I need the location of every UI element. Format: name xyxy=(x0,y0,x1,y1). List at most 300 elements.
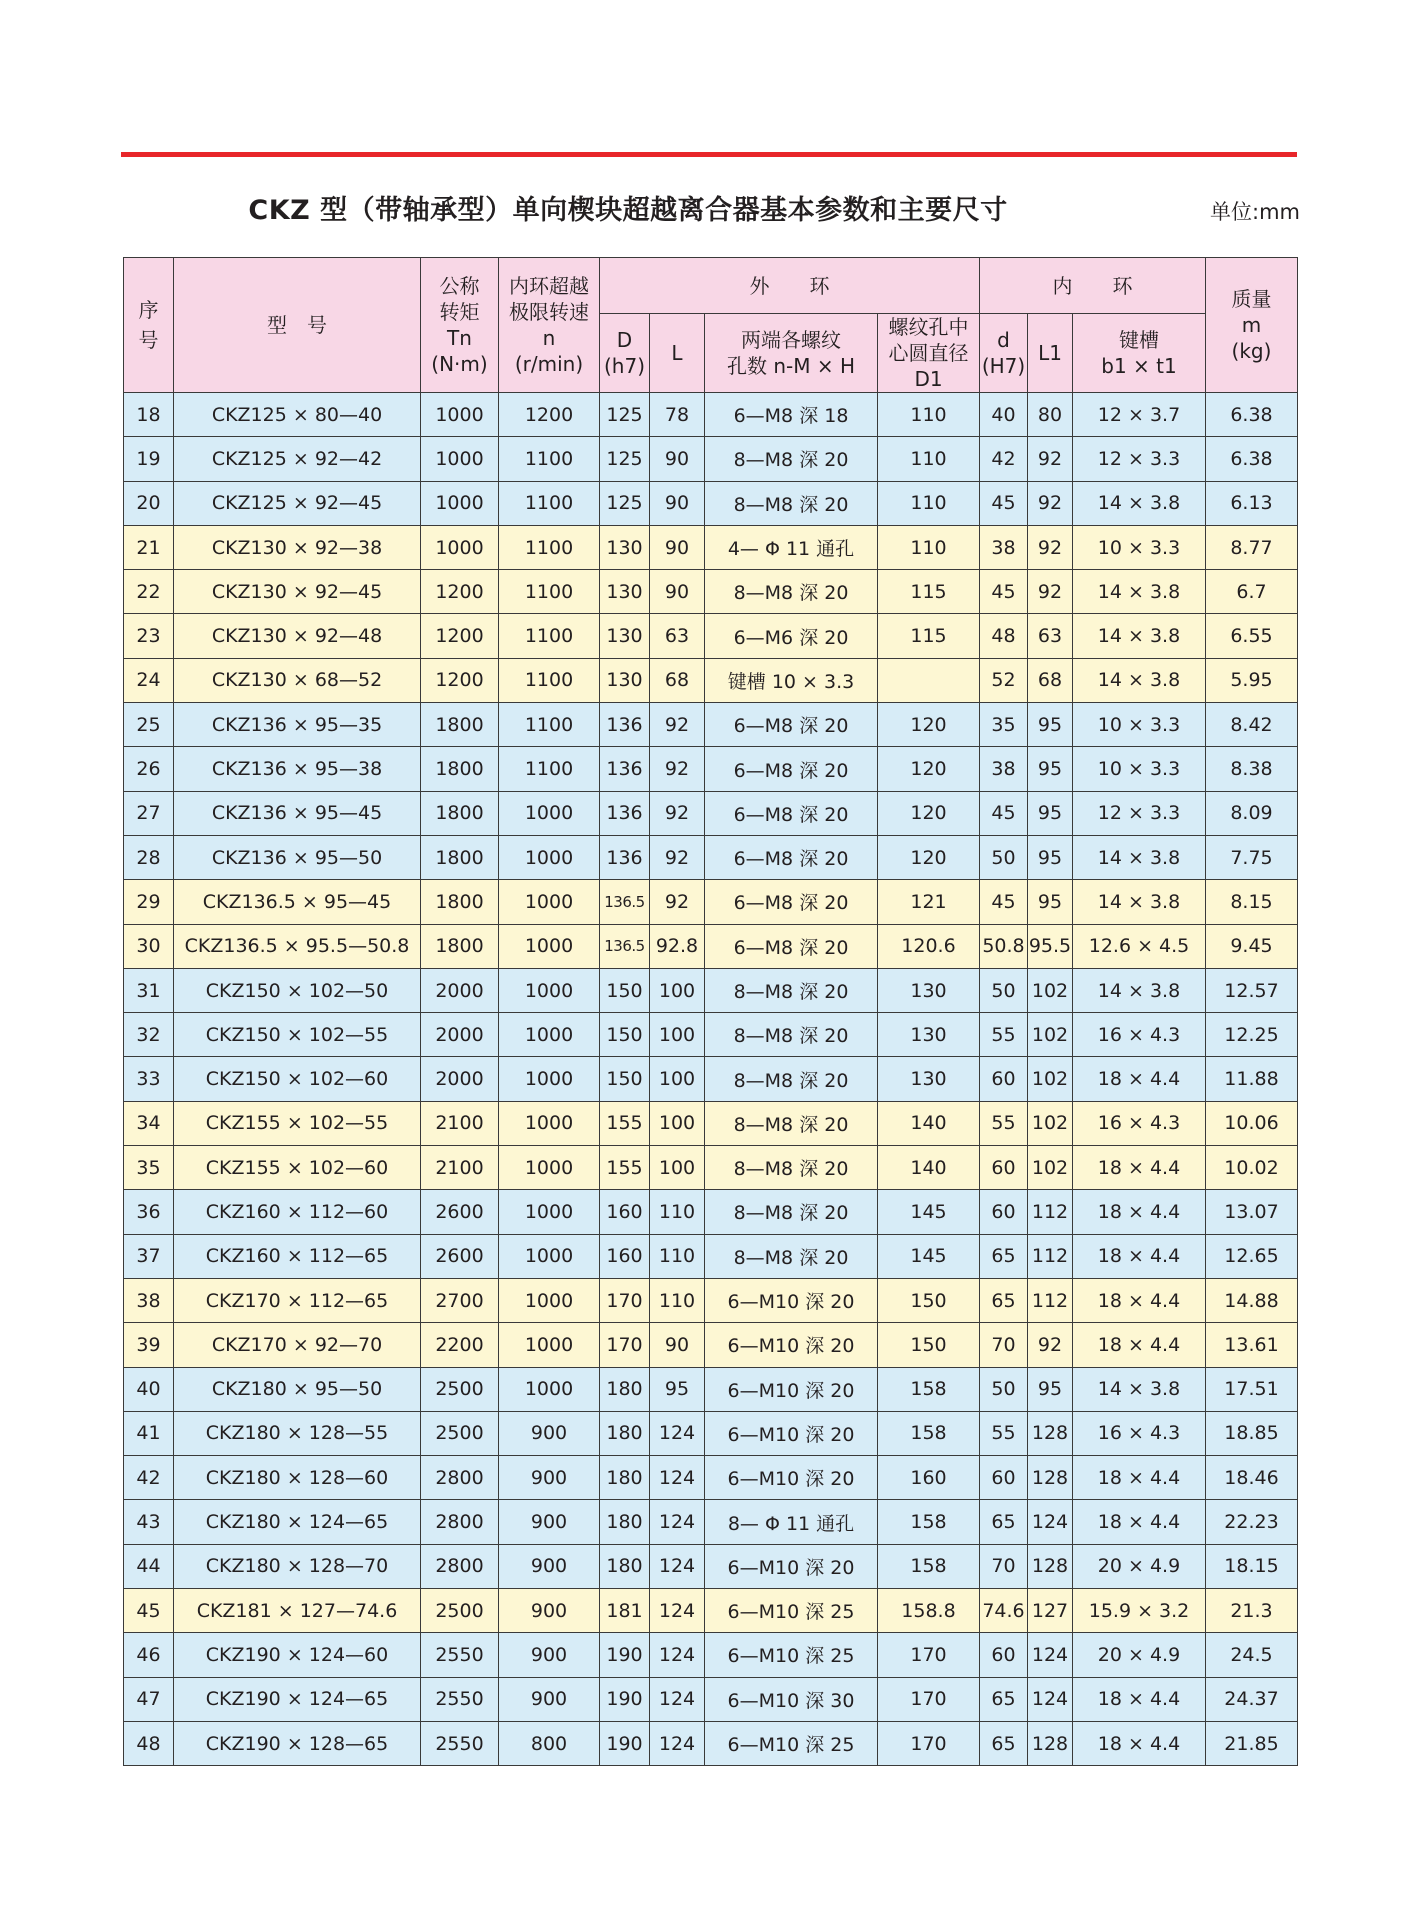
cell-seq: 19 xyxy=(124,437,174,481)
cell-outer-D1: 130 xyxy=(878,1057,980,1101)
cell-outer-D: 190 xyxy=(600,1633,650,1677)
cell-outer-D: 125 xyxy=(600,481,650,525)
cell-inner-keyway: 14 × 3.8 xyxy=(1073,1367,1206,1411)
cell-inner-L1: 112 xyxy=(1028,1190,1073,1234)
cell-mass: 7.75 xyxy=(1206,835,1298,879)
cell-inner-keyway: 14 × 3.8 xyxy=(1073,570,1206,614)
cell-outer-D1: 110 xyxy=(878,481,980,525)
cell-mass: 6.55 xyxy=(1206,614,1298,658)
cell-outer-D1: 158 xyxy=(878,1500,980,1544)
cell-outer-threads: 6—M8 深 20 xyxy=(705,835,878,879)
cell-outer-D: 180 xyxy=(600,1367,650,1411)
cell-torque: 2550 xyxy=(421,1633,499,1677)
cell-seq: 42 xyxy=(124,1456,174,1500)
cell-outer-D: 155 xyxy=(600,1146,650,1190)
cell-torque: 2000 xyxy=(421,968,499,1012)
cell-mass: 24.5 xyxy=(1206,1633,1298,1677)
cell-outer-D: 170 xyxy=(600,1278,650,1322)
header-model: 型 号 xyxy=(174,258,421,393)
cell-torque: 2500 xyxy=(421,1589,499,1633)
cell-seq: 27 xyxy=(124,791,174,835)
cell-model: CKZ125 × 92—42 xyxy=(174,437,421,481)
cell-inner-d: 65 xyxy=(980,1500,1028,1544)
cell-inner-d: 48 xyxy=(980,614,1028,658)
cell-inner-d: 45 xyxy=(980,570,1028,614)
cell-seq: 21 xyxy=(124,525,174,569)
cell-inner-L1: 124 xyxy=(1028,1677,1073,1721)
table-row xyxy=(124,1323,1298,1367)
cell-outer-D: 180 xyxy=(600,1500,650,1544)
cell-inner-L1: 112 xyxy=(1028,1278,1073,1322)
cell-mass: 21.3 xyxy=(1206,1589,1298,1633)
cell-outer-threads: 6—M10 深 20 xyxy=(705,1323,878,1367)
cell-torque: 1800 xyxy=(421,791,499,835)
cell-outer-D: 190 xyxy=(600,1677,650,1721)
cell-outer-L: 110 xyxy=(650,1278,705,1322)
cell-model: CKZ190 × 124—60 xyxy=(174,1633,421,1677)
cell-outer-L: 92 xyxy=(650,880,705,924)
cell-inner-d: 60 xyxy=(980,1146,1028,1190)
cell-outer-D: 125 xyxy=(600,393,650,437)
cell-model: CKZ190 × 124—65 xyxy=(174,1677,421,1721)
table-row xyxy=(124,791,1298,835)
cell-outer-D: 136 xyxy=(600,835,650,879)
cell-torque: 2550 xyxy=(421,1721,499,1765)
cell-model: CKZ180 × 128—55 xyxy=(174,1411,421,1455)
cell-outer-threads: 8—M8 深 20 xyxy=(705,1013,878,1057)
cell-model: CKZ136 × 95—38 xyxy=(174,747,421,791)
cell-outer-D1: 130 xyxy=(878,968,980,1012)
cell-inner-L1: 102 xyxy=(1028,1101,1073,1145)
cell-inner-d: 55 xyxy=(980,1101,1028,1145)
cell-inner-L1: 80 xyxy=(1028,393,1073,437)
cell-torque: 2700 xyxy=(421,1278,499,1322)
cell-inner-L1: 102 xyxy=(1028,1013,1073,1057)
cell-outer-L: 100 xyxy=(650,1013,705,1057)
cell-seq: 34 xyxy=(124,1101,174,1145)
cell-speed: 1000 xyxy=(499,968,600,1012)
cell-inner-keyway: 14 × 3.8 xyxy=(1073,880,1206,924)
cell-seq: 20 xyxy=(124,481,174,525)
cell-inner-L1: 92 xyxy=(1028,481,1073,525)
cell-model: CKZ130 × 92—38 xyxy=(174,525,421,569)
cell-inner-keyway: 18 × 4.4 xyxy=(1073,1278,1206,1322)
cell-speed: 1000 xyxy=(499,1278,600,1322)
cell-inner-L1: 95 xyxy=(1028,835,1073,879)
header-outer-D1: 螺纹孔中 心圆直径 D1 xyxy=(878,314,980,393)
cell-seq: 45 xyxy=(124,1589,174,1633)
cell-inner-L1: 95.5 xyxy=(1028,924,1073,968)
header-outer-threads: 两端各螺纹 孔数 n-M × H xyxy=(705,314,878,393)
cell-mass: 12.57 xyxy=(1206,968,1298,1012)
cell-inner-d: 38 xyxy=(980,525,1028,569)
cell-outer-D1: 121 xyxy=(878,880,980,924)
table-body xyxy=(124,393,1298,1766)
cell-mass: 21.85 xyxy=(1206,1721,1298,1765)
cell-inner-L1: 128 xyxy=(1028,1456,1073,1500)
table-row xyxy=(124,437,1298,481)
table-row xyxy=(124,393,1298,437)
cell-outer-L: 90 xyxy=(650,437,705,481)
cell-outer-threads: 6—M10 深 25 xyxy=(705,1633,878,1677)
cell-speed: 1000 xyxy=(499,1101,600,1145)
cell-inner-keyway: 16 × 4.3 xyxy=(1073,1101,1206,1145)
cell-seq: 38 xyxy=(124,1278,174,1322)
cell-inner-keyway: 15.9 × 3.2 xyxy=(1073,1589,1206,1633)
cell-inner-L1: 95 xyxy=(1028,1367,1073,1411)
cell-torque: 1000 xyxy=(421,481,499,525)
cell-torque: 2600 xyxy=(421,1190,499,1234)
cell-mass: 18.15 xyxy=(1206,1544,1298,1588)
cell-speed: 1000 xyxy=(499,835,600,879)
cell-inner-d: 65 xyxy=(980,1721,1028,1765)
cell-outer-threads: 6—M10 深 25 xyxy=(705,1589,878,1633)
cell-outer-L: 100 xyxy=(650,1101,705,1145)
cell-outer-L: 92 xyxy=(650,747,705,791)
table-row xyxy=(124,1633,1298,1677)
table-row xyxy=(124,1234,1298,1278)
cell-outer-threads: 6—M10 深 20 xyxy=(705,1456,878,1500)
cell-mass: 6.13 xyxy=(1206,481,1298,525)
cell-speed: 1000 xyxy=(499,1013,600,1057)
cell-torque: 2600 xyxy=(421,1234,499,1278)
cell-outer-threads: 6—M8 深 20 xyxy=(705,791,878,835)
cell-seq: 41 xyxy=(124,1411,174,1455)
cell-outer-L: 110 xyxy=(650,1190,705,1234)
cell-seq: 33 xyxy=(124,1057,174,1101)
cell-mass: 8.77 xyxy=(1206,525,1298,569)
cell-inner-L1: 95 xyxy=(1028,703,1073,747)
cell-outer-D: 136.5 xyxy=(600,924,650,968)
table-row xyxy=(124,1500,1298,1544)
cell-inner-keyway: 14 × 3.8 xyxy=(1073,614,1206,658)
cell-inner-keyway: 18 × 4.4 xyxy=(1073,1721,1206,1765)
cell-torque: 2500 xyxy=(421,1411,499,1455)
table-row xyxy=(124,1367,1298,1411)
cell-inner-L1: 95 xyxy=(1028,791,1073,835)
cell-inner-keyway: 18 × 4.4 xyxy=(1073,1323,1206,1367)
cell-speed: 1200 xyxy=(499,393,600,437)
header-inner-keyway: 键槽 b1 × t1 xyxy=(1073,314,1206,393)
cell-inner-L1: 112 xyxy=(1028,1234,1073,1278)
cell-speed: 1100 xyxy=(499,525,600,569)
cell-inner-d: 45 xyxy=(980,880,1028,924)
cell-outer-D1: 158 xyxy=(878,1411,980,1455)
cell-speed: 1100 xyxy=(499,437,600,481)
cell-outer-L: 100 xyxy=(650,968,705,1012)
cell-outer-D1: 140 xyxy=(878,1146,980,1190)
cell-outer-threads: 6—M8 深 20 xyxy=(705,924,878,968)
cell-torque: 2000 xyxy=(421,1013,499,1057)
cell-inner-keyway: 12 × 3.3 xyxy=(1073,791,1206,835)
header-outer-D: D (h7) xyxy=(600,314,650,393)
cell-outer-threads: 6—M8 深 20 xyxy=(705,747,878,791)
table-row xyxy=(124,481,1298,525)
cell-speed: 1100 xyxy=(499,703,600,747)
cell-seq: 28 xyxy=(124,835,174,879)
cell-model: CKZ155 × 102—60 xyxy=(174,1146,421,1190)
header-inner-L1: L1 xyxy=(1028,314,1073,393)
cell-outer-L: 124 xyxy=(650,1456,705,1500)
header-inner-d: d (H7) xyxy=(980,314,1028,393)
cell-model: CKZ180 × 124—65 xyxy=(174,1500,421,1544)
cell-outer-D1: 145 xyxy=(878,1190,980,1234)
cell-outer-D1: 120.6 xyxy=(878,924,980,968)
cell-speed: 900 xyxy=(499,1500,600,1544)
header-mass: 质量 m (kg) xyxy=(1206,258,1298,393)
cell-outer-D1: 130 xyxy=(878,1013,980,1057)
cell-outer-D1: 120 xyxy=(878,791,980,835)
cell-outer-D: 125 xyxy=(600,437,650,481)
cell-inner-keyway: 20 × 4.9 xyxy=(1073,1633,1206,1677)
page-title: CKZ 型（带轴承型）单向楔块超越离合器基本参数和主要尺寸 xyxy=(248,195,1008,226)
cell-speed: 1100 xyxy=(499,747,600,791)
cell-outer-D: 130 xyxy=(600,614,650,658)
table-row xyxy=(124,1146,1298,1190)
cell-seq: 36 xyxy=(124,1190,174,1234)
cell-speed: 1000 xyxy=(499,1367,600,1411)
cell-outer-D: 180 xyxy=(600,1456,650,1500)
cell-inner-L1: 92 xyxy=(1028,1323,1073,1367)
cell-outer-D: 150 xyxy=(600,968,650,1012)
cell-inner-keyway: 10 × 3.3 xyxy=(1073,525,1206,569)
table-row xyxy=(124,1677,1298,1721)
cell-inner-L1: 128 xyxy=(1028,1544,1073,1588)
cell-outer-D: 170 xyxy=(600,1323,650,1367)
cell-outer-D: 190 xyxy=(600,1721,650,1765)
cell-inner-keyway: 12 × 3.7 xyxy=(1073,393,1206,437)
cell-outer-threads: 6—M8 深 20 xyxy=(705,703,878,747)
cell-inner-d: 70 xyxy=(980,1544,1028,1588)
cell-outer-D: 181 xyxy=(600,1589,650,1633)
header-speed: 内环超越 极限转速 n (r/min) xyxy=(499,258,600,393)
cell-speed: 1000 xyxy=(499,880,600,924)
cell-outer-D1: 110 xyxy=(878,393,980,437)
cell-model: CKZ136 × 95—50 xyxy=(174,835,421,879)
cell-model: CKZ160 × 112—65 xyxy=(174,1234,421,1278)
cell-seq: 31 xyxy=(124,968,174,1012)
cell-seq: 37 xyxy=(124,1234,174,1278)
cell-speed: 1000 xyxy=(499,1057,600,1101)
cell-torque: 1000 xyxy=(421,437,499,481)
cell-model: CKZ136.5 × 95.5—50.8 xyxy=(174,924,421,968)
cell-inner-L1: 92 xyxy=(1028,437,1073,481)
table-row xyxy=(124,525,1298,569)
cell-outer-threads: 键槽 10 × 3.3 xyxy=(705,658,878,702)
cell-seq: 43 xyxy=(124,1500,174,1544)
cell-mass: 6.38 xyxy=(1206,437,1298,481)
cell-seq: 25 xyxy=(124,703,174,747)
cell-mass: 11.88 xyxy=(1206,1057,1298,1101)
cell-speed: 1000 xyxy=(499,1234,600,1278)
cell-outer-threads: 8—M8 深 20 xyxy=(705,1234,878,1278)
cell-inner-keyway: 20 × 4.9 xyxy=(1073,1544,1206,1588)
cell-inner-L1: 92 xyxy=(1028,525,1073,569)
header-seq: 序 号 xyxy=(124,258,174,393)
cell-inner-d: 50 xyxy=(980,835,1028,879)
cell-model: CKZ150 × 102—55 xyxy=(174,1013,421,1057)
cell-seq: 22 xyxy=(124,570,174,614)
cell-inner-keyway: 14 × 3.8 xyxy=(1073,968,1206,1012)
cell-inner-d: 40 xyxy=(980,393,1028,437)
cell-inner-L1: 95 xyxy=(1028,880,1073,924)
cell-mass: 24.37 xyxy=(1206,1677,1298,1721)
cell-inner-d: 38 xyxy=(980,747,1028,791)
cell-torque: 1800 xyxy=(421,924,499,968)
header-inner-ring: 内 环 xyxy=(980,258,1206,314)
cell-speed: 1100 xyxy=(499,481,600,525)
cell-inner-keyway: 14 × 3.8 xyxy=(1073,658,1206,702)
cell-outer-L: 124 xyxy=(650,1544,705,1588)
cell-seq: 30 xyxy=(124,924,174,968)
table-row xyxy=(124,1101,1298,1145)
red-rule xyxy=(121,152,1297,157)
cell-seq: 48 xyxy=(124,1721,174,1765)
cell-inner-d: 60 xyxy=(980,1190,1028,1234)
cell-outer-D1: 150 xyxy=(878,1323,980,1367)
cell-outer-threads: 6—M10 深 30 xyxy=(705,1677,878,1721)
cell-model: CKZ150 × 102—50 xyxy=(174,968,421,1012)
cell-outer-D1: 170 xyxy=(878,1721,980,1765)
cell-outer-threads: 8—M8 深 20 xyxy=(705,968,878,1012)
cell-outer-L: 95 xyxy=(650,1367,705,1411)
cell-inner-keyway: 18 × 4.4 xyxy=(1073,1677,1206,1721)
cell-speed: 1000 xyxy=(499,1146,600,1190)
cell-torque: 1800 xyxy=(421,835,499,879)
cell-outer-D1: 145 xyxy=(878,1234,980,1278)
cell-outer-threads: 8—M8 深 20 xyxy=(705,1190,878,1234)
cell-inner-keyway: 18 × 4.4 xyxy=(1073,1146,1206,1190)
cell-speed: 1100 xyxy=(499,570,600,614)
table-row xyxy=(124,1721,1298,1765)
cell-seq: 39 xyxy=(124,1323,174,1367)
cell-outer-L: 100 xyxy=(650,1057,705,1101)
cell-outer-L: 110 xyxy=(650,1234,705,1278)
cell-outer-D1: 170 xyxy=(878,1633,980,1677)
cell-torque: 1200 xyxy=(421,570,499,614)
cell-outer-L: 78 xyxy=(650,393,705,437)
cell-inner-d: 45 xyxy=(980,481,1028,525)
cell-inner-L1: 92 xyxy=(1028,570,1073,614)
cell-mass: 17.51 xyxy=(1206,1367,1298,1411)
cell-mass: 12.65 xyxy=(1206,1234,1298,1278)
cell-seq: 29 xyxy=(124,880,174,924)
cell-torque: 1800 xyxy=(421,703,499,747)
cell-inner-keyway: 18 × 4.4 xyxy=(1073,1190,1206,1234)
cell-torque: 1800 xyxy=(421,747,499,791)
cell-outer-threads: 8—M8 深 20 xyxy=(705,570,878,614)
cell-torque: 1200 xyxy=(421,658,499,702)
cell-inner-d: 65 xyxy=(980,1677,1028,1721)
cell-outer-threads: 6—M10 深 20 xyxy=(705,1411,878,1455)
cell-outer-D1: 115 xyxy=(878,570,980,614)
cell-torque: 2800 xyxy=(421,1500,499,1544)
cell-outer-threads: 6—M6 深 20 xyxy=(705,614,878,658)
cell-outer-threads: 8—M8 深 20 xyxy=(705,481,878,525)
cell-mass: 18.46 xyxy=(1206,1456,1298,1500)
cell-outer-D1: 115 xyxy=(878,614,980,658)
cell-torque: 1000 xyxy=(421,525,499,569)
cell-inner-d: 65 xyxy=(980,1234,1028,1278)
cell-inner-d: 60 xyxy=(980,1456,1028,1500)
cell-inner-L1: 127 xyxy=(1028,1589,1073,1633)
cell-inner-L1: 102 xyxy=(1028,968,1073,1012)
cell-model: CKZ130 × 68—52 xyxy=(174,658,421,702)
cell-outer-L: 124 xyxy=(650,1500,705,1544)
cell-torque: 2000 xyxy=(421,1057,499,1101)
cell-outer-threads: 8—M8 深 20 xyxy=(705,437,878,481)
cell-mass: 10.02 xyxy=(1206,1146,1298,1190)
table-row xyxy=(124,658,1298,702)
cell-inner-d: 50.8 xyxy=(980,924,1028,968)
cell-outer-L: 90 xyxy=(650,570,705,614)
cell-inner-L1: 95 xyxy=(1028,747,1073,791)
cell-inner-d: 50 xyxy=(980,968,1028,1012)
cell-outer-D1: 120 xyxy=(878,747,980,791)
cell-torque: 2500 xyxy=(421,1367,499,1411)
cell-outer-L: 124 xyxy=(650,1411,705,1455)
header-outer-L: L xyxy=(650,314,705,393)
cell-outer-L: 68 xyxy=(650,658,705,702)
cell-outer-L: 124 xyxy=(650,1721,705,1765)
cell-outer-L: 90 xyxy=(650,481,705,525)
cell-mass: 9.45 xyxy=(1206,924,1298,968)
cell-speed: 1000 xyxy=(499,1323,600,1367)
cell-model: CKZ155 × 102—55 xyxy=(174,1101,421,1145)
cell-mass: 8.38 xyxy=(1206,747,1298,791)
cell-speed: 1000 xyxy=(499,791,600,835)
cell-seq: 35 xyxy=(124,1146,174,1190)
cell-model: CKZ170 × 92—70 xyxy=(174,1323,421,1367)
cell-outer-L: 100 xyxy=(650,1146,705,1190)
table-row xyxy=(124,1190,1298,1234)
cell-mass: 22.23 xyxy=(1206,1500,1298,1544)
table-row xyxy=(124,1278,1298,1322)
cell-inner-d: 35 xyxy=(980,703,1028,747)
table-row xyxy=(124,614,1298,658)
cell-torque: 1200 xyxy=(421,614,499,658)
cell-mass: 6.38 xyxy=(1206,393,1298,437)
table-row xyxy=(124,1544,1298,1588)
cell-outer-threads: 6—M10 深 20 xyxy=(705,1367,878,1411)
cell-inner-d: 55 xyxy=(980,1411,1028,1455)
cell-model: CKZ125 × 92—45 xyxy=(174,481,421,525)
cell-model: CKZ170 × 112—65 xyxy=(174,1278,421,1322)
cell-mass: 14.88 xyxy=(1206,1278,1298,1322)
cell-model: CKZ160 × 112—60 xyxy=(174,1190,421,1234)
cell-inner-keyway: 10 × 3.3 xyxy=(1073,703,1206,747)
cell-mass: 13.61 xyxy=(1206,1323,1298,1367)
cell-outer-D1: 140 xyxy=(878,1101,980,1145)
cell-model: CKZ130 × 92—48 xyxy=(174,614,421,658)
cell-inner-keyway: 18 × 4.4 xyxy=(1073,1456,1206,1500)
table-row xyxy=(124,924,1298,968)
cell-model: CKZ136 × 95—45 xyxy=(174,791,421,835)
cell-model: CKZ130 × 92—45 xyxy=(174,570,421,614)
cell-inner-d: 65 xyxy=(980,1278,1028,1322)
cell-inner-keyway: 18 × 4.4 xyxy=(1073,1234,1206,1278)
cell-inner-d: 60 xyxy=(980,1633,1028,1677)
cell-outer-D: 130 xyxy=(600,658,650,702)
cell-seq: 44 xyxy=(124,1544,174,1588)
cell-inner-keyway: 16 × 4.3 xyxy=(1073,1411,1206,1455)
table-row xyxy=(124,880,1298,924)
cell-inner-d: 60 xyxy=(980,1057,1028,1101)
cell-outer-L: 92 xyxy=(650,703,705,747)
cell-inner-d: 45 xyxy=(980,791,1028,835)
cell-speed: 1000 xyxy=(499,1190,600,1234)
cell-speed: 1000 xyxy=(499,924,600,968)
